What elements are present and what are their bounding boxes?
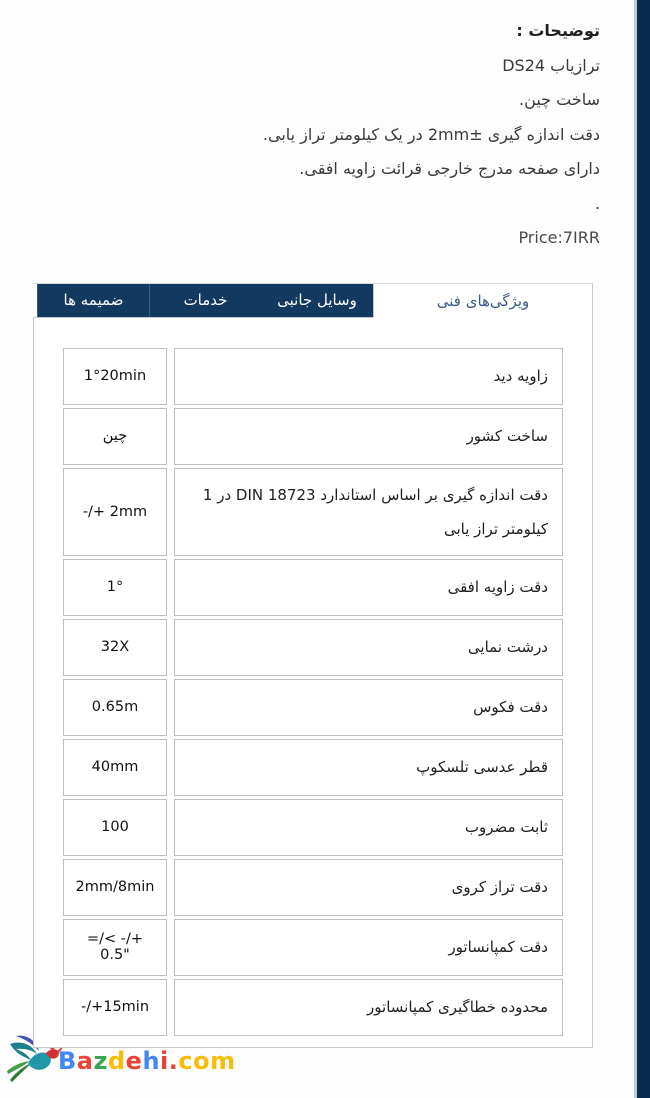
spec-label: دقت اندازه گیری بر اساس استاندارد DIN 18723 در 1 کیلومتر تراز یابی bbox=[174, 468, 563, 556]
spec-label: دقت زاویه افقی bbox=[174, 559, 563, 616]
table-row bbox=[63, 859, 563, 916]
table-row bbox=[63, 979, 563, 1036]
spec-label: قطر عدسی تلسکوپ bbox=[174, 739, 563, 796]
spec-value: -/+15min bbox=[63, 979, 167, 1036]
product-detail-panel bbox=[33, 283, 593, 1048]
logo-letter: B bbox=[58, 1047, 77, 1075]
spec-label: ثابت مضروب bbox=[174, 799, 563, 856]
table-row bbox=[63, 799, 563, 856]
tab-bar bbox=[33, 283, 593, 317]
tab-3[interactable]: ضمیمه ها bbox=[37, 284, 149, 317]
scrollbar[interactable] bbox=[637, 0, 650, 1098]
tab-2[interactable]: خدمات bbox=[149, 284, 261, 317]
spec-value: چین bbox=[63, 408, 167, 465]
description-line: دارای صفحه مدرج خارجی قرائت زاویه افقی. bbox=[299, 159, 600, 178]
spec-value: 2mm/8min bbox=[63, 859, 167, 916]
table-row bbox=[63, 679, 563, 736]
logo-letter: d bbox=[107, 1047, 126, 1075]
tab-1[interactable]: وسایل جانبی bbox=[261, 284, 373, 317]
product-description bbox=[0, 0, 650, 256]
spec-label: دقت کمپانساتور bbox=[174, 919, 563, 976]
spec-value: 100 bbox=[63, 799, 167, 856]
description-line: دقت اندازه گیری ±2mm در یک کیلومتر تراز یابی. bbox=[262, 124, 600, 144]
table-row bbox=[63, 559, 563, 616]
logo-letter: a bbox=[76, 1047, 94, 1075]
logo-letter: z bbox=[93, 1047, 108, 1075]
spec-label: دقت تراز کروی bbox=[174, 859, 563, 916]
spec-label: درشت نمایی bbox=[174, 619, 563, 676]
description-line: ساخت چین. bbox=[519, 90, 600, 109]
logo-letter: e bbox=[125, 1047, 143, 1075]
spec-value: =/< -/+ 0.5" bbox=[63, 919, 167, 976]
spec-table bbox=[63, 348, 563, 1036]
spec-label: دقت فکوس bbox=[174, 679, 563, 736]
spec-label: زاویه دید bbox=[174, 348, 563, 405]
description-line: ترازیاب DS24 bbox=[502, 55, 600, 75]
spec-value: 32X bbox=[63, 619, 167, 676]
description-heading: توضیحات : bbox=[516, 21, 600, 40]
spec-label: محدوده خطاگیری کمپانساتور bbox=[174, 979, 563, 1036]
spec-label: ساخت کشور bbox=[174, 408, 563, 465]
table-row bbox=[63, 468, 563, 556]
logo-letter: h bbox=[142, 1047, 161, 1075]
description-line: . bbox=[594, 193, 600, 213]
price-label: Price:7IRR bbox=[518, 228, 600, 247]
table-row bbox=[63, 619, 563, 676]
table-row bbox=[63, 348, 563, 405]
technical-specs-card bbox=[33, 317, 593, 1048]
spec-value: 1°20min bbox=[63, 348, 167, 405]
logo-letter: . bbox=[168, 1047, 179, 1075]
tab-active[interactable]: ویژگی‌های فنی bbox=[373, 284, 593, 318]
table-row bbox=[63, 408, 563, 465]
logo-letter: com bbox=[178, 1047, 236, 1075]
spec-value: 40mm bbox=[63, 739, 167, 796]
spec-value: -/+ 2mm bbox=[63, 468, 167, 556]
table-row bbox=[63, 919, 563, 976]
logo-wordmark bbox=[58, 1047, 236, 1075]
logo-letter: i bbox=[160, 1047, 169, 1075]
spec-value: 1° bbox=[63, 559, 167, 616]
spec-value: 0.65m bbox=[63, 679, 167, 736]
table-row bbox=[63, 739, 563, 796]
